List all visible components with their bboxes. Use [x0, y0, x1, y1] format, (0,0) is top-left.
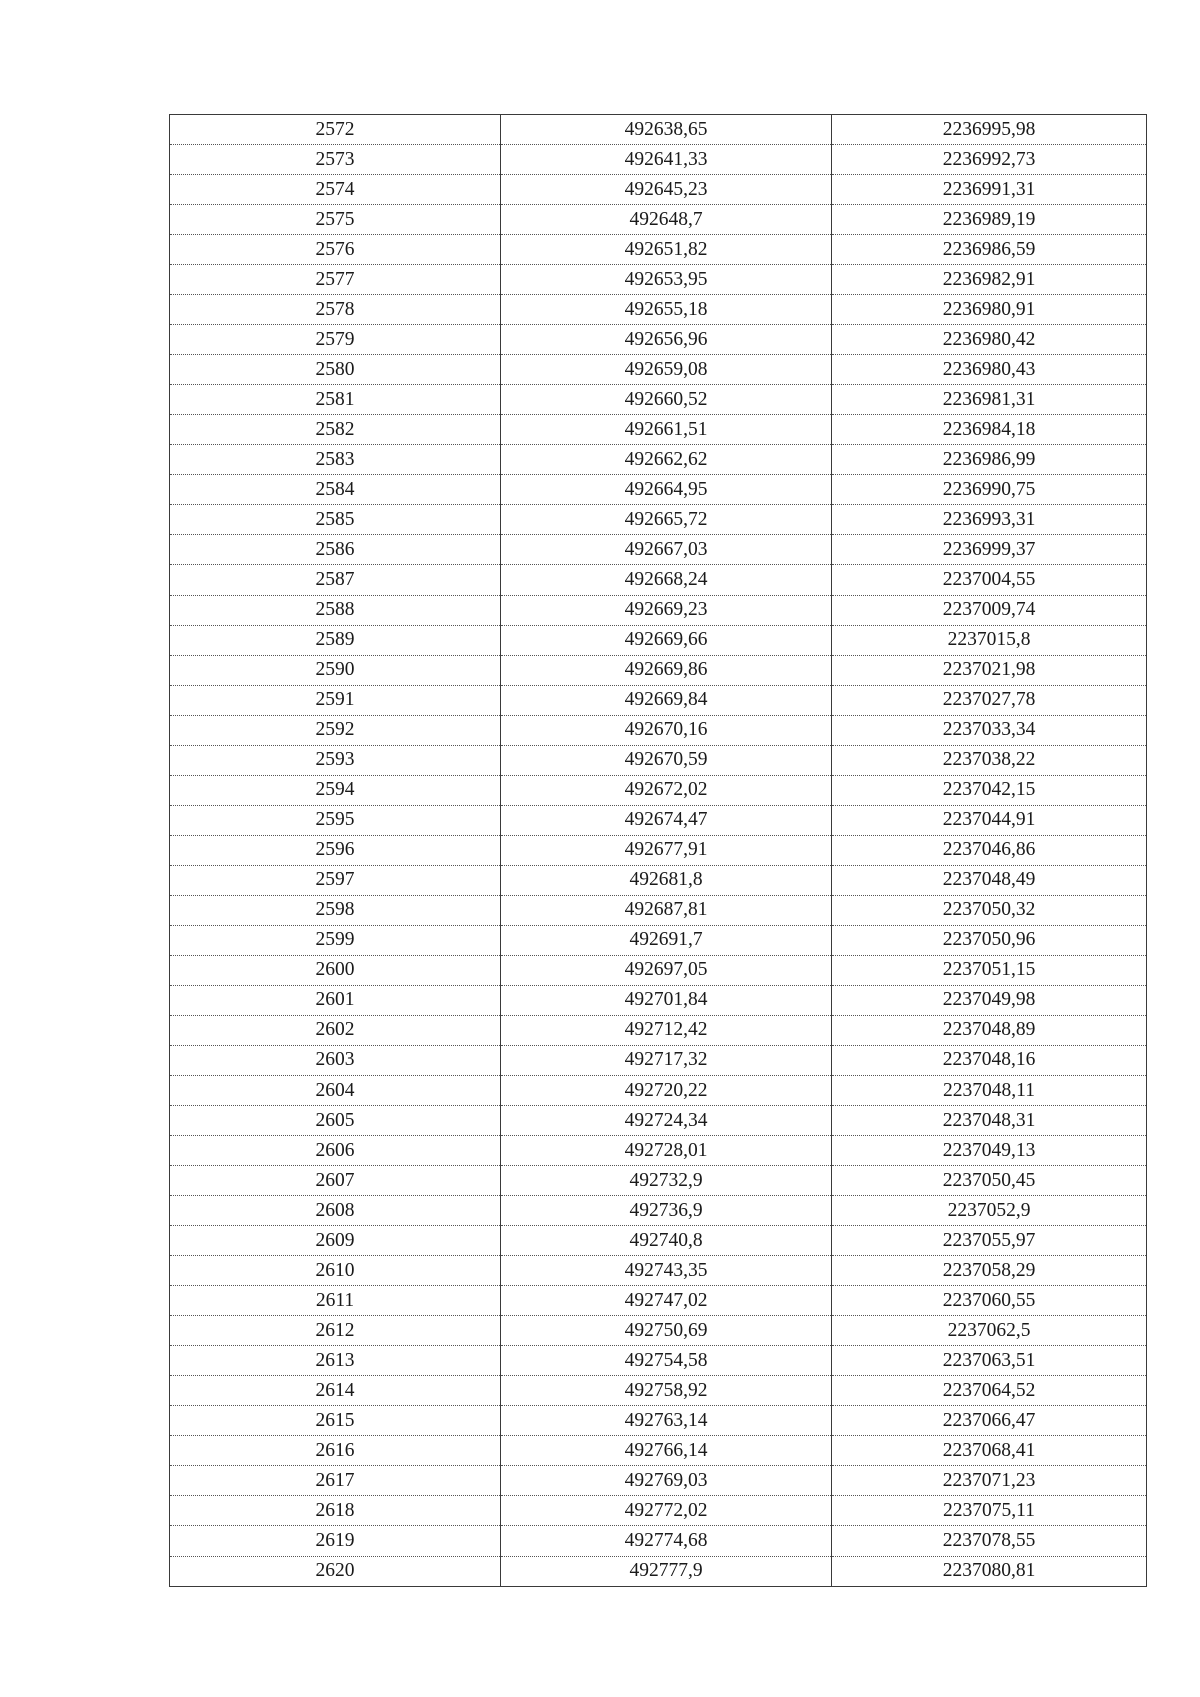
point-number-cell: 2601	[170, 985, 501, 1015]
table-row	[170, 1286, 1147, 1316]
table-row	[170, 205, 1147, 235]
point-number-cell: 2596	[170, 835, 501, 865]
point-number-cell: 2576	[170, 235, 501, 265]
x-coordinate-cell: 492655,18	[501, 295, 832, 325]
table-row	[170, 1406, 1147, 1436]
x-coordinate-cell: 492732,9	[501, 1166, 832, 1196]
point-number-cell: 2589	[170, 625, 501, 655]
x-coordinate-cell: 492638,65	[501, 115, 832, 145]
y-coordinate-cell: 2237049,98	[832, 985, 1147, 1015]
point-number-cell: 2618	[170, 1496, 501, 1526]
point-number-cell: 2605	[170, 1106, 501, 1136]
point-number-cell: 2594	[170, 775, 501, 805]
point-number-cell: 2580	[170, 355, 501, 385]
x-coordinate-cell: 492766,14	[501, 1436, 832, 1466]
y-coordinate-cell: 2237051,15	[832, 955, 1147, 985]
point-number-cell: 2575	[170, 205, 501, 235]
x-coordinate-cell: 492672,02	[501, 775, 832, 805]
point-number-cell: 2583	[170, 445, 501, 475]
point-number-cell: 2606	[170, 1136, 501, 1166]
y-coordinate-cell: 2237050,45	[832, 1166, 1147, 1196]
y-coordinate-cell: 2237050,96	[832, 925, 1147, 955]
x-coordinate-cell: 492669,84	[501, 685, 832, 715]
x-coordinate-cell: 492772,02	[501, 1496, 832, 1526]
table-row	[170, 985, 1147, 1015]
point-number-cell: 2588	[170, 595, 501, 625]
point-number-cell: 2593	[170, 745, 501, 775]
table-row	[170, 1346, 1147, 1376]
point-number-cell: 2607	[170, 1166, 501, 1196]
y-coordinate-cell: 2237078,55	[832, 1526, 1147, 1556]
table-row	[170, 115, 1147, 145]
table-row	[170, 1015, 1147, 1045]
y-coordinate-cell: 2236999,37	[832, 535, 1147, 565]
x-coordinate-cell: 492662,62	[501, 445, 832, 475]
y-coordinate-cell: 2236989,19	[832, 205, 1147, 235]
x-coordinate-cell: 492664,95	[501, 475, 832, 505]
y-coordinate-cell: 2237062,5	[832, 1316, 1147, 1346]
table-row	[170, 685, 1147, 715]
table-row	[170, 355, 1147, 385]
y-coordinate-cell: 2236986,99	[832, 445, 1147, 475]
point-number-cell: 2608	[170, 1196, 501, 1226]
x-coordinate-cell: 492670,16	[501, 715, 832, 745]
table-row	[170, 655, 1147, 685]
y-coordinate-cell: 2236992,73	[832, 145, 1147, 175]
y-coordinate-cell: 2236982,91	[832, 265, 1147, 295]
x-coordinate-cell: 492670,59	[501, 745, 832, 775]
table-row	[170, 1526, 1147, 1556]
y-coordinate-cell: 2236980,91	[832, 295, 1147, 325]
table-row	[170, 325, 1147, 355]
point-number-cell: 2573	[170, 145, 501, 175]
table-row	[170, 385, 1147, 415]
y-coordinate-cell: 2237060,55	[832, 1286, 1147, 1316]
y-coordinate-cell: 2237066,47	[832, 1406, 1147, 1436]
table-row	[170, 865, 1147, 895]
y-coordinate-cell: 2236986,59	[832, 235, 1147, 265]
table-row	[170, 1256, 1147, 1286]
x-coordinate-cell: 492717,32	[501, 1045, 832, 1075]
table-row	[170, 175, 1147, 205]
y-coordinate-cell: 2237004,55	[832, 565, 1147, 595]
coordinates-table-body	[170, 115, 1147, 1587]
table-row	[170, 1316, 1147, 1346]
y-coordinate-cell: 2236993,31	[832, 505, 1147, 535]
table-row	[170, 235, 1147, 265]
point-number-cell: 2604	[170, 1076, 501, 1106]
x-coordinate-cell: 492747,02	[501, 1286, 832, 1316]
y-coordinate-cell: 2237080,81	[832, 1556, 1147, 1586]
table-row	[170, 775, 1147, 805]
point-number-cell: 2591	[170, 685, 501, 715]
y-coordinate-cell: 2237048,11	[832, 1076, 1147, 1106]
table-row	[170, 1466, 1147, 1496]
table-row	[170, 295, 1147, 325]
y-coordinate-cell: 2237055,97	[832, 1226, 1147, 1256]
y-coordinate-cell: 2236990,75	[832, 475, 1147, 505]
x-coordinate-cell: 492681,8	[501, 865, 832, 895]
x-coordinate-cell: 492720,22	[501, 1076, 832, 1106]
table-row	[170, 1045, 1147, 1075]
point-number-cell: 2592	[170, 715, 501, 745]
y-coordinate-cell: 2237048,89	[832, 1015, 1147, 1045]
table-row	[170, 1556, 1147, 1586]
y-coordinate-cell: 2237048,49	[832, 865, 1147, 895]
y-coordinate-cell: 2236980,42	[832, 325, 1147, 355]
table-row	[170, 595, 1147, 625]
table-row	[170, 145, 1147, 175]
y-coordinate-cell: 2236984,18	[832, 415, 1147, 445]
x-coordinate-cell: 492674,47	[501, 805, 832, 835]
y-coordinate-cell: 2236981,31	[832, 385, 1147, 415]
x-coordinate-cell: 492668,24	[501, 565, 832, 595]
point-number-cell: 2578	[170, 295, 501, 325]
y-coordinate-cell: 2237048,16	[832, 1045, 1147, 1075]
table-row	[170, 1226, 1147, 1256]
y-coordinate-cell: 2237033,34	[832, 715, 1147, 745]
point-number-cell: 2610	[170, 1256, 501, 1286]
x-coordinate-cell: 492777,9	[501, 1556, 832, 1586]
point-number-cell: 2586	[170, 535, 501, 565]
y-coordinate-cell: 2237015,8	[832, 625, 1147, 655]
y-coordinate-cell: 2237058,29	[832, 1256, 1147, 1286]
point-number-cell: 2584	[170, 475, 501, 505]
point-number-cell: 2572	[170, 115, 501, 145]
point-number-cell: 2574	[170, 175, 501, 205]
x-coordinate-cell: 492669,86	[501, 655, 832, 685]
table-row	[170, 625, 1147, 655]
x-coordinate-cell: 492724,34	[501, 1106, 832, 1136]
x-coordinate-cell: 492774,68	[501, 1526, 832, 1556]
x-coordinate-cell: 492667,03	[501, 535, 832, 565]
table-row	[170, 895, 1147, 925]
x-coordinate-cell: 492763,14	[501, 1406, 832, 1436]
table-row	[170, 805, 1147, 835]
table-row	[170, 565, 1147, 595]
point-number-cell: 2595	[170, 805, 501, 835]
table-row	[170, 1136, 1147, 1166]
x-coordinate-cell: 492728,01	[501, 1136, 832, 1166]
point-number-cell: 2597	[170, 865, 501, 895]
point-number-cell: 2602	[170, 1015, 501, 1045]
x-coordinate-cell: 492660,52	[501, 385, 832, 415]
point-number-cell: 2579	[170, 325, 501, 355]
y-coordinate-cell: 2237071,23	[832, 1466, 1147, 1496]
table-row	[170, 1076, 1147, 1106]
point-number-cell: 2603	[170, 1045, 501, 1075]
table-row	[170, 835, 1147, 865]
coordinates-table	[169, 114, 1147, 1587]
x-coordinate-cell: 492677,91	[501, 835, 832, 865]
x-coordinate-cell: 492656,96	[501, 325, 832, 355]
y-coordinate-cell: 2237064,52	[832, 1376, 1147, 1406]
table-row	[170, 1436, 1147, 1466]
y-coordinate-cell: 2236980,43	[832, 355, 1147, 385]
table-row	[170, 715, 1147, 745]
y-coordinate-cell: 2237049,13	[832, 1136, 1147, 1166]
x-coordinate-cell: 492743,35	[501, 1256, 832, 1286]
y-coordinate-cell: 2237048,31	[832, 1106, 1147, 1136]
point-number-cell: 2599	[170, 925, 501, 955]
x-coordinate-cell: 492659,08	[501, 355, 832, 385]
point-number-cell: 2611	[170, 1286, 501, 1316]
x-coordinate-cell: 492750,69	[501, 1316, 832, 1346]
y-coordinate-cell: 2237038,22	[832, 745, 1147, 775]
table-row	[170, 505, 1147, 535]
point-number-cell: 2587	[170, 565, 501, 595]
table-row	[170, 1166, 1147, 1196]
table-row	[170, 1376, 1147, 1406]
x-coordinate-cell: 492651,82	[501, 235, 832, 265]
point-number-cell: 2598	[170, 895, 501, 925]
x-coordinate-cell: 492740,8	[501, 1226, 832, 1256]
point-number-cell: 2581	[170, 385, 501, 415]
x-coordinate-cell: 492653,95	[501, 265, 832, 295]
point-number-cell: 2577	[170, 265, 501, 295]
y-coordinate-cell: 2237009,74	[832, 595, 1147, 625]
y-coordinate-cell: 2237021,98	[832, 655, 1147, 685]
y-coordinate-cell: 2237075,11	[832, 1496, 1147, 1526]
point-number-cell: 2620	[170, 1556, 501, 1586]
y-coordinate-cell: 2237027,78	[832, 685, 1147, 715]
point-number-cell: 2585	[170, 505, 501, 535]
y-coordinate-cell: 2236995,98	[832, 115, 1147, 145]
x-coordinate-cell: 492758,92	[501, 1376, 832, 1406]
x-coordinate-cell: 492754,58	[501, 1346, 832, 1376]
point-number-cell: 2615	[170, 1406, 501, 1436]
x-coordinate-cell: 492697,05	[501, 955, 832, 985]
x-coordinate-cell: 492736,9	[501, 1196, 832, 1226]
table-row	[170, 745, 1147, 775]
y-coordinate-cell: 2237063,51	[832, 1346, 1147, 1376]
table-row	[170, 955, 1147, 985]
table-row	[170, 415, 1147, 445]
table-row	[170, 1196, 1147, 1226]
x-coordinate-cell: 492669,66	[501, 625, 832, 655]
x-coordinate-cell: 492669,23	[501, 595, 832, 625]
point-number-cell: 2590	[170, 655, 501, 685]
y-coordinate-cell: 2237052,9	[832, 1196, 1147, 1226]
point-number-cell: 2600	[170, 955, 501, 985]
x-coordinate-cell: 492687,81	[501, 895, 832, 925]
table-row	[170, 445, 1147, 475]
y-coordinate-cell: 2236991,31	[832, 175, 1147, 205]
x-coordinate-cell: 492645,23	[501, 175, 832, 205]
x-coordinate-cell: 492661,51	[501, 415, 832, 445]
y-coordinate-cell: 2237050,32	[832, 895, 1147, 925]
point-number-cell: 2609	[170, 1226, 501, 1256]
point-number-cell: 2613	[170, 1346, 501, 1376]
table-row	[170, 535, 1147, 565]
point-number-cell: 2619	[170, 1526, 501, 1556]
point-number-cell: 2612	[170, 1316, 501, 1346]
y-coordinate-cell: 2237046,86	[832, 835, 1147, 865]
point-number-cell: 2614	[170, 1376, 501, 1406]
x-coordinate-cell: 492641,33	[501, 145, 832, 175]
y-coordinate-cell: 2237044,91	[832, 805, 1147, 835]
table-row	[170, 475, 1147, 505]
x-coordinate-cell: 492712,42	[501, 1015, 832, 1045]
x-coordinate-cell: 492665,72	[501, 505, 832, 535]
table-row	[170, 265, 1147, 295]
y-coordinate-cell: 2237042,15	[832, 775, 1147, 805]
table-row	[170, 1106, 1147, 1136]
point-number-cell: 2617	[170, 1466, 501, 1496]
table-row	[170, 925, 1147, 955]
x-coordinate-cell: 492769,03	[501, 1466, 832, 1496]
point-number-cell: 2582	[170, 415, 501, 445]
point-number-cell: 2616	[170, 1436, 501, 1466]
x-coordinate-cell: 492691,7	[501, 925, 832, 955]
table-row	[170, 1496, 1147, 1526]
y-coordinate-cell: 2237068,41	[832, 1436, 1147, 1466]
x-coordinate-cell: 492648,7	[501, 205, 832, 235]
x-coordinate-cell: 492701,84	[501, 985, 832, 1015]
